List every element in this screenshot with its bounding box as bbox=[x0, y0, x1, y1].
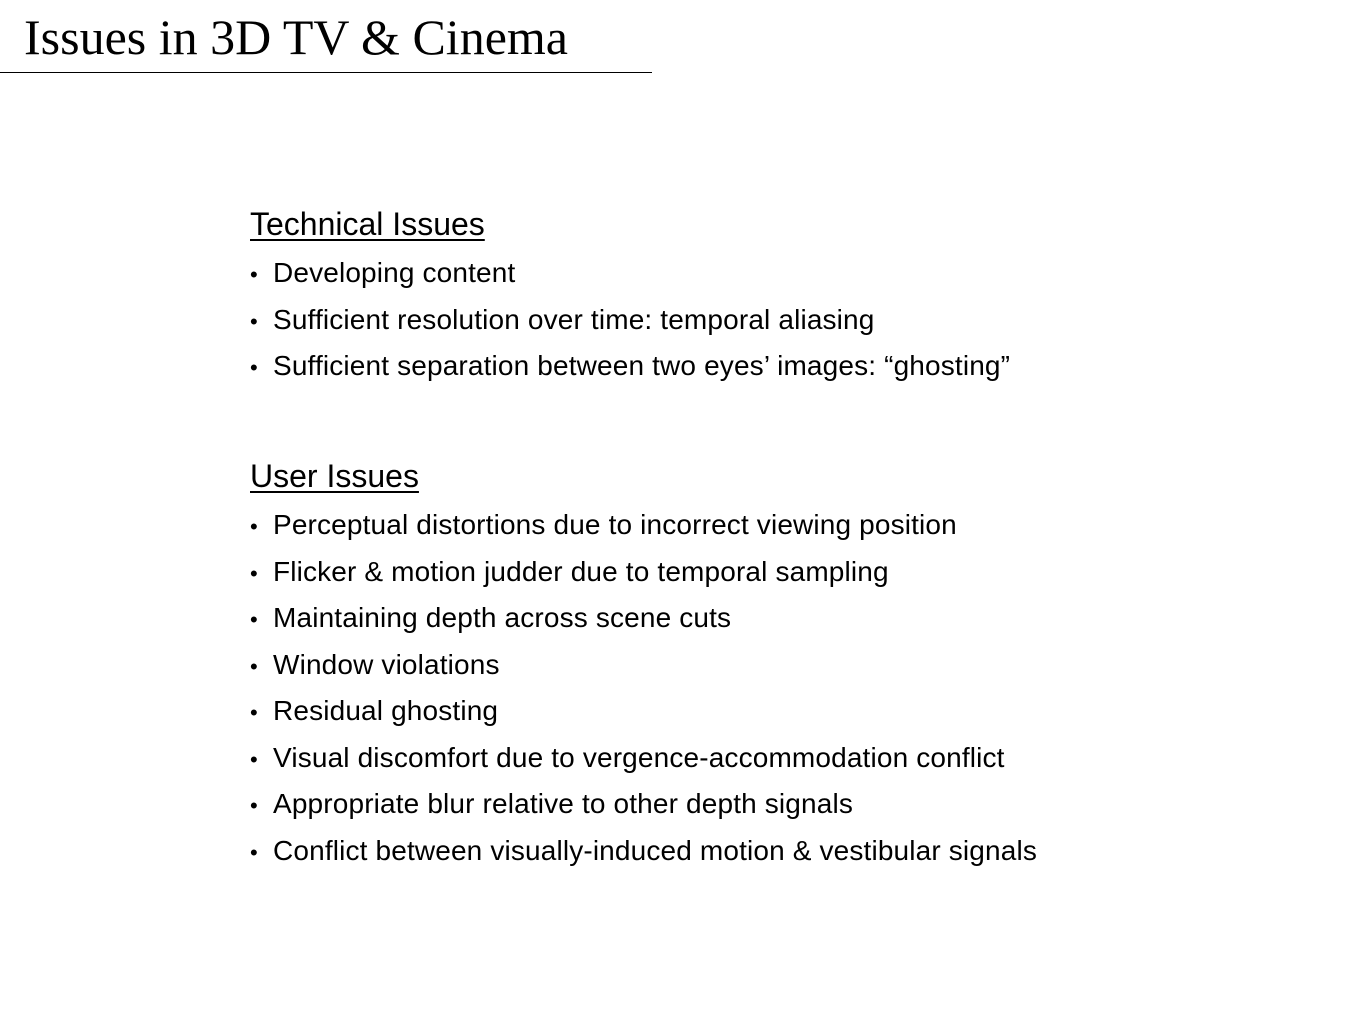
user-issues-list bbox=[250, 502, 1037, 874]
list-item bbox=[250, 502, 1037, 549]
bullet-icon: • bbox=[250, 308, 258, 334]
list-item bbox=[250, 343, 1010, 390]
user-issues-heading: User Issues bbox=[250, 458, 419, 494]
list-item bbox=[250, 250, 1010, 297]
list-item-text: Flicker & motion judder due to temporal sampling bbox=[273, 555, 889, 587]
list-item bbox=[250, 735, 1037, 782]
list-item-text: Sufficient separation between two eyes’ images: “ghosting” bbox=[273, 350, 1011, 381]
bullet-icon: • bbox=[250, 653, 258, 679]
list-item bbox=[250, 297, 1010, 344]
list-item bbox=[250, 595, 1037, 642]
bullet-icon: • bbox=[250, 355, 258, 380]
slide-title: Issues in 3D TV & Cinema bbox=[24, 9, 568, 65]
list-item-text: Conflict between visually-induced motion & vestibular signals bbox=[273, 834, 1037, 866]
list-item-text: Residual ghosting bbox=[273, 695, 499, 726]
user-issues-section bbox=[250, 456, 1037, 874]
list-item bbox=[250, 781, 1037, 828]
bullet-icon: • bbox=[250, 607, 258, 632]
list-item-text: Perceptual distortions due to incorrect viewing position bbox=[273, 509, 957, 540]
list-item-text: Appropriate blur relative to other depth signals bbox=[273, 788, 853, 819]
bullet-icon: • bbox=[250, 514, 258, 539]
list-item bbox=[250, 828, 1037, 875]
bullet-icon: • bbox=[250, 700, 258, 725]
list-item-text: Developing content bbox=[273, 257, 516, 288]
technical-issues-section bbox=[250, 204, 1010, 390]
title-underline-rule bbox=[0, 72, 652, 73]
list-item-text: Visual discomfort due to vergence-accommodation conflict bbox=[273, 741, 1005, 773]
list-item bbox=[250, 642, 1037, 689]
list-item-text: Maintaining depth across scene cuts bbox=[273, 602, 732, 633]
technical-issues-heading: Technical Issues bbox=[250, 206, 485, 242]
list-item bbox=[250, 549, 1037, 596]
list-item-text: Sufficient resolution over time: temporal aliasing bbox=[273, 303, 875, 335]
bullet-icon: • bbox=[250, 560, 258, 586]
list-item-text: Window violations bbox=[273, 648, 500, 680]
technical-issues-list bbox=[250, 250, 1010, 390]
bullet-icon: • bbox=[250, 793, 258, 818]
bullet-icon: • bbox=[250, 262, 258, 287]
bullet-icon: • bbox=[250, 746, 258, 772]
list-item bbox=[250, 688, 1037, 735]
bullet-icon: • bbox=[250, 839, 258, 865]
